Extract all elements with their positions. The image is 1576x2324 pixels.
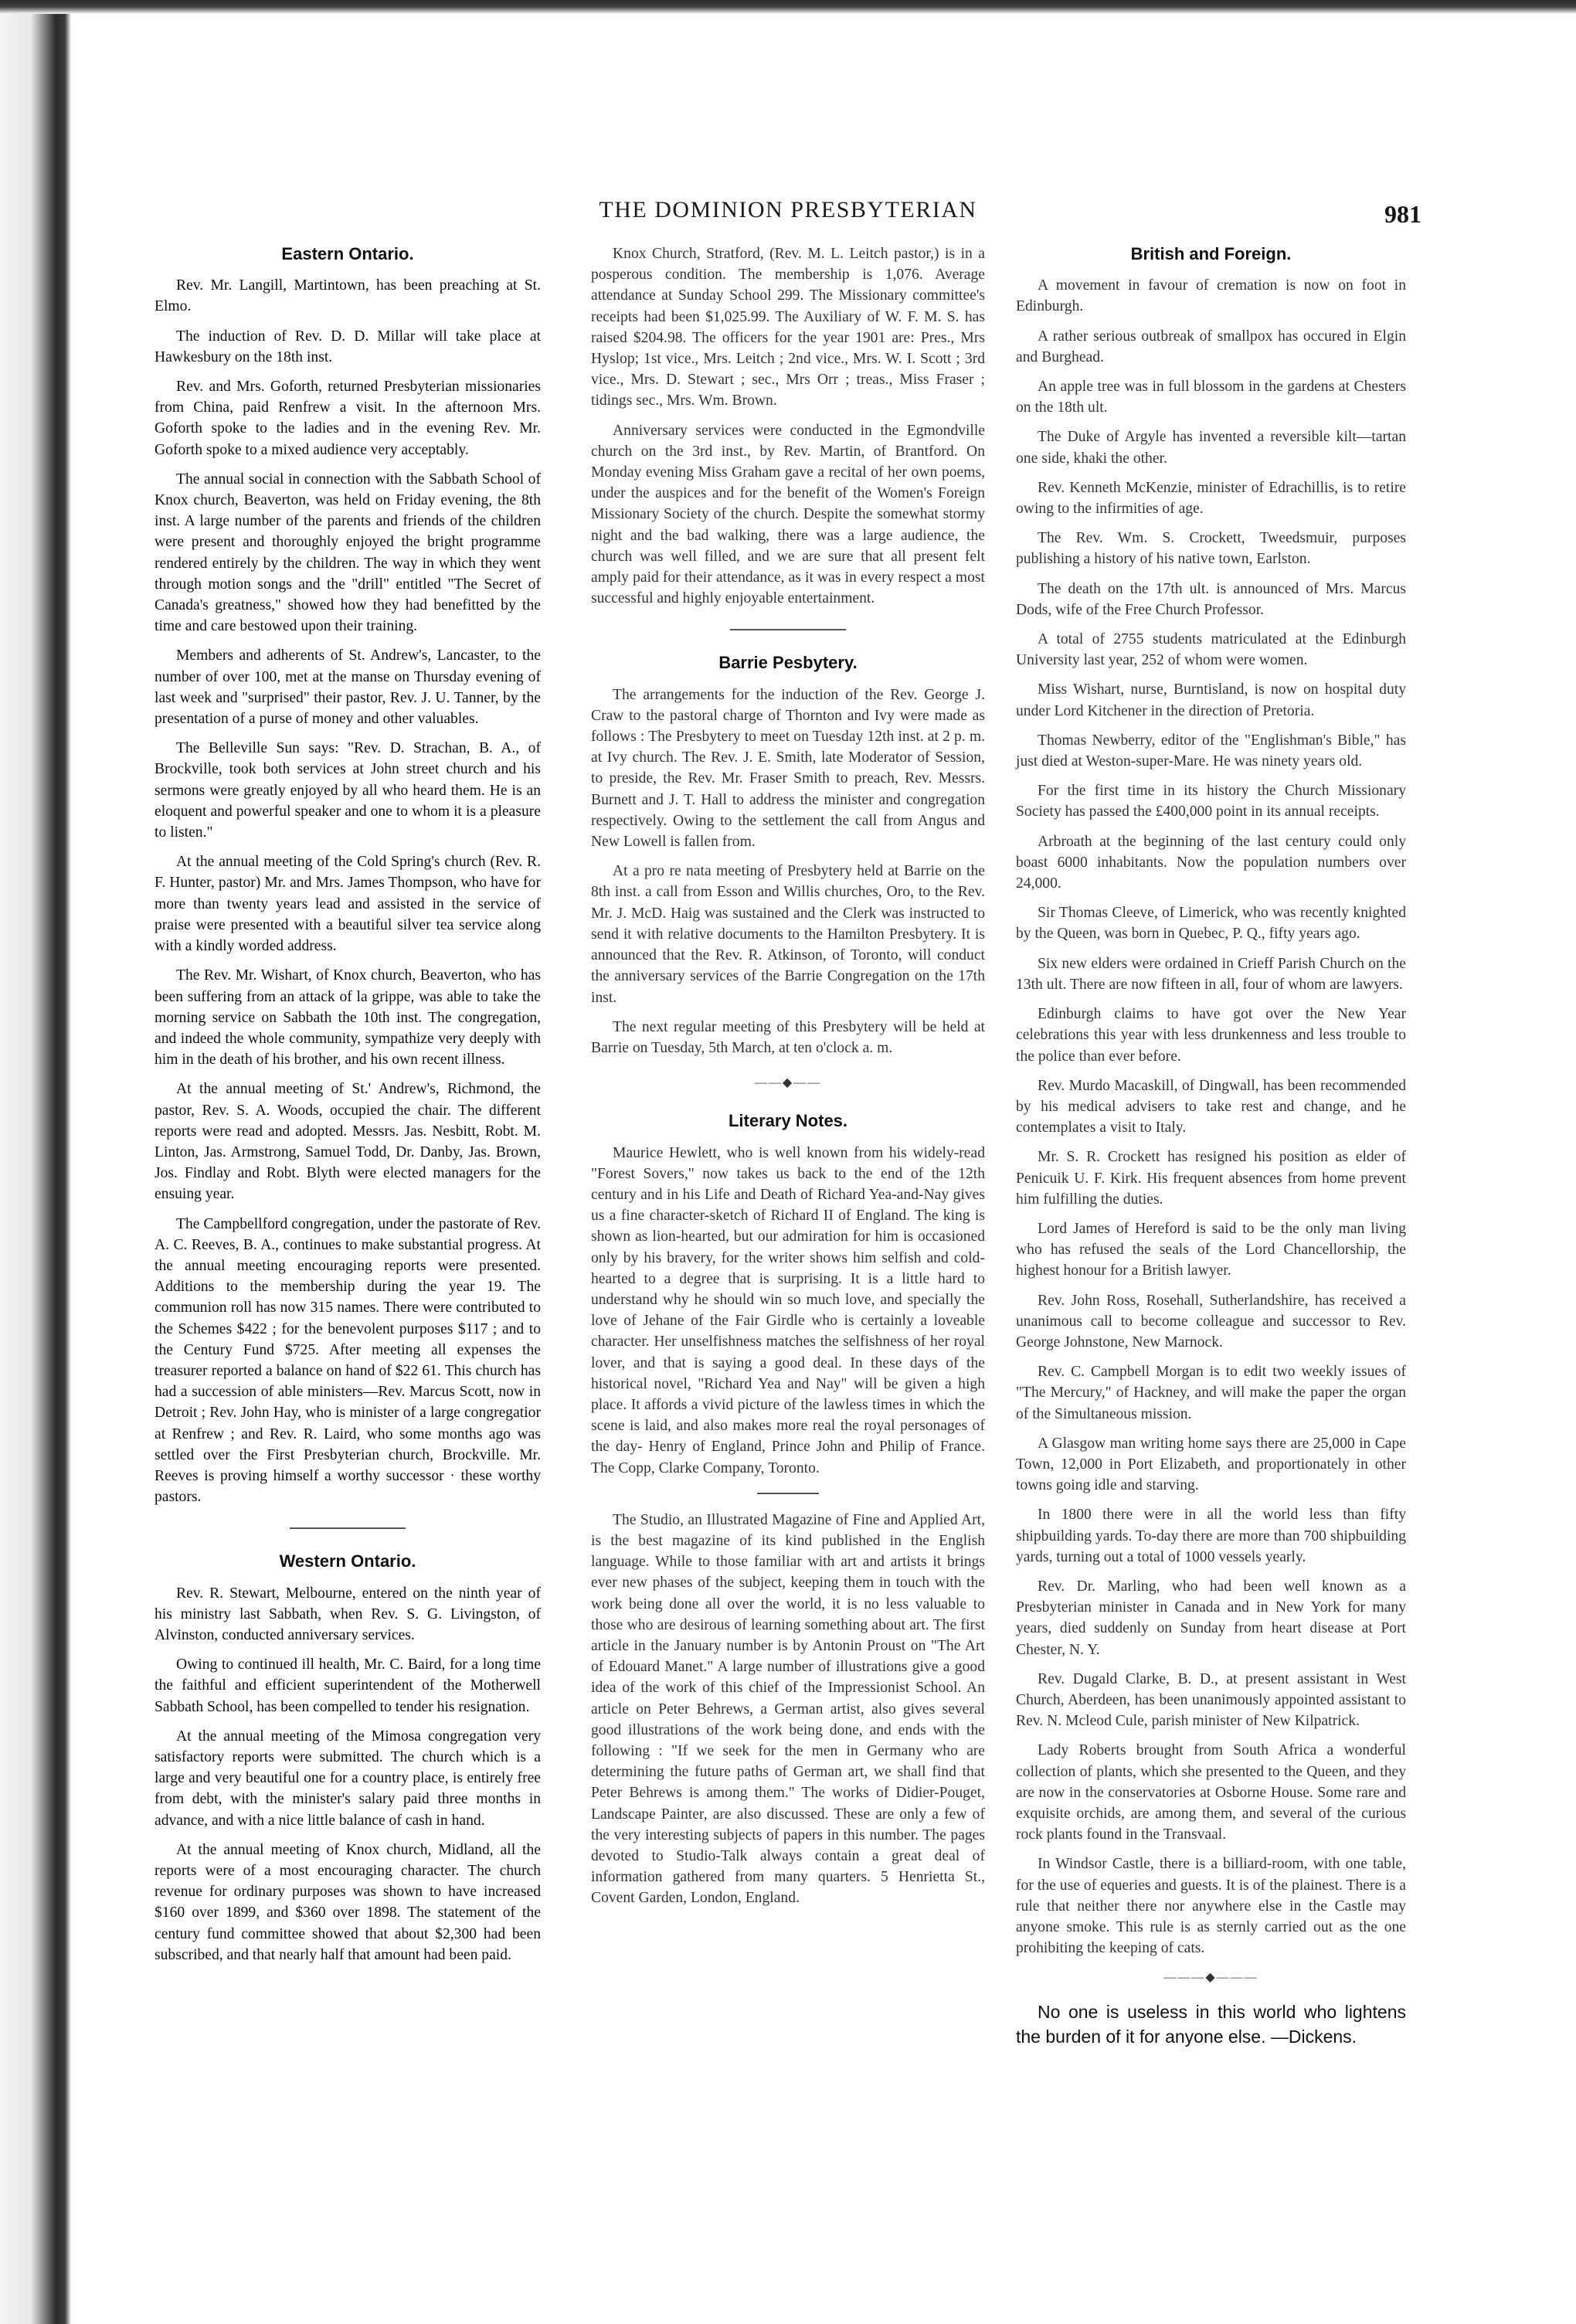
news-item: Rev. C. Campbell Morgan is to edit two weekly issues of "The Mercury," of Hackney, and will make the paper the organ of the Simultaneous mission.	[1016, 1364, 1406, 1422]
news-item: Thomas Newberry, editor of the "Englishman's Bible," has just died at Weston-super-Mare. He was ninety years old.	[1016, 732, 1406, 770]
news-item: Miss Wishart, nurse, Burntisland, is now on hospital duty under Lord Kitchener in the direction of Pretoria.	[1016, 681, 1406, 719]
scan-top-edge	[0, 0, 1576, 14]
column-middle	[591, 243, 985, 1918]
section-divider	[290, 1527, 406, 1529]
section-heading-barrie-presbytery: Barrie Pesbytery.	[718, 653, 858, 673]
news-item: The Rev. Wm. S. Crockett, Tweedsmuir, purposes publishing a history of his native town, Earlston.	[1016, 530, 1406, 568]
news-item: Rev. Kenneth McKenzie, minister of Edrachillis, is to retire owing to the infirmities of age.	[1016, 479, 1406, 518]
section-heading-british-and-foreign: British and Foreign.	[1130, 244, 1292, 263]
news-item: Lady Roberts brought from South Africa a wonderful collection of plants, which she presented to the Queen, and they are now in the conservatories at Osborne House. Some rare and exquisite orchids, are among them, and several of the curious rock plants found in the Transvaal.	[1016, 1742, 1406, 1843]
news-item: Lord James of Hereford is said to be the only man living who has refused the seals of the Lord Chancellorship, the highest honour for a British lawyer.	[1016, 1220, 1406, 1279]
news-item: In Windsor Castle, there is a billiard-room, with one table, for the use of equeries and guests. It is of the plainest. There is a rule that neither there nor anywhere else in the Castle may anyone smoke. This rule is as sternly carried out as the one prohibiting the keeping of cats.	[1016, 1856, 1406, 1957]
news-item: The death on the 17th ult. is announced of Mrs. Marcus Dods, wife of the Free Church Professor.	[1016, 580, 1406, 618]
running-head	[155, 197, 1421, 228]
running-title: THE DOMINION PRESBYTERIAN	[599, 197, 977, 223]
news-paragraph: Maurice Hewlett, who is well known from his widely-read "Forest Sovers," now takes us back to the end of the 12th century and in his Life and Death of Richard Yea-and-Nay gives us a fine character-sketch of Richard II of England. The king is shown as lion-hearted, but our admiration for him is occasioned only by his bravery, for the writer shows him selfish and cold-hearted to a degree that is surprising. It is a little hard to understand why he should win so much love, and specially the love of Jehane of the Fair Girdle who is certainly a loveable character. Her unselfishness matches the selfishness of her royal lover, and that is saying a good deal. In these days of the historical novel, "Richard Yea and Nay" will be given a high place. It affords a vivid picture of the lawless times in which the scene is laid, and also makes more real the royal personages of the day- Henry of England, Prince John and Philip of France. The Copp, Clarke Company, Toronto.	[591, 1144, 985, 1476]
news-item: Rev. Dr. Marling, who had been well known as a Presbyterian minister in Canada and in New York for many years, died suddenly on Sunday from heart disease at Port Chester, N. Y.	[1016, 1578, 1406, 1658]
news-paragraph: The annual social in connection with the Sabbath School of Knox church, Beaverton, was held on Friday evening, the 8th inst. A large number of the parents and friends of the children were present and thoroughly enjoyed the bright programme rendered entirely by the children. The way in which they went through motion songs and the "drill" entitled "The Secret of Canada's greatness," showed how they had benefitted by the time and care bestowed upon their training.	[155, 471, 541, 635]
section-heading-eastern-ontario: Eastern Ontario.	[281, 244, 414, 263]
news-paragraph: The Campbellford congregation, under the pastorate of Rev. A. C. Reeves, B. A., continues to make substantial progress. At the annual meeting encouraging reports were presented. Additions to the membership during the year 19. The communion roll has now 315 names. There were contributed to the Schemes $422 ; for the benevolent purposes $117 ; and to the Century Fund $725. After meeting all expenses the treasurer reported a balance on hand of $22 61. This church has had a succession of able ministers—Rev. Marcus Scott, now in Detroit ; Rev. John Hay, who is minister of a large congregatior at Renfrew ; and Rev. R. Laird, who some months ago was settled over the First Presbyterian church, Brockville. Mr. Reeves is proving himself a worthy successor · these worthy pastors.	[155, 1215, 541, 1506]
news-paragraph: Knox Church, Stratford, (Rev. M. L. Leitch pastor,) is in a posperous condition. The membership is 1,076. Average attendance at Sunday School 299. The Missionary committee's receipts had been $1,025.99. The Auxiliary of W. F. M. S. has raised $204.98. The officers for the year 1901 are: Pres., Mrs Hyslop; 1st vice., Mrs. Leitch ; 2nd vice., Mrs. W. I. Scott ; 3rd vice., Mrs. D. Stewart ; sec., Mrs Orr ; treas., Miss Fraser ; tidings sec., Mrs. Wm. Brown.	[591, 246, 985, 409]
news-paragraph: At the annual meeting of Knox church, Midland, all the reports were of a most encouraging character. The church revenue for ordinary purposes was shown to have increased $160 over 1899, and $360 over 1898. The statement of the century fund committee showed that about $2,300 had been subscribed, and that nearly half that amount had been paid.	[155, 1841, 541, 1963]
news-paragraph: Members and adherents of St. Andrew's, Lancaster, to the number of over 100, met at the manse on Thursday evening of last week and "surprised" their pastor, Rev. J. U. Tanner, by the presentation of a purse of money and other valuables.	[155, 647, 541, 728]
news-paragraph: At a pro re nata meeting of Presbytery held at Barrie on the 8th inst. a call from Esson and Willis churches, Oro, to the Rev. Mr. J. McD. Haig was sustained and the Clerk was instructed to send it with relative documents to the Hamilton Presbytery. It is announced that the Rev. R. Atkinson, of Toronto, will conduct the anniversary services of the Barrie Congregation on the 17th inst.	[591, 863, 985, 1006]
newspaper-page	[155, 197, 1421, 2175]
news-item: A Glasgow man writing home says there are 25,000 in Cape Town, 12,000 in Port Elizabeth, and proportionately in other towns going idle and starving.	[1016, 1435, 1406, 1494]
scan-binding-edge	[0, 0, 71, 2324]
news-item: Mr. S. R. Crockett has resigned his position as elder of Penicuik U. F. Kirk. His frequent absences from home prevent him fulfilling the duties.	[1016, 1149, 1406, 1208]
news-item: Edinburgh claims to have got over the New Year celebrations this year with less drunkenness and less trouble to the police than ever before.	[1016, 1006, 1406, 1065]
news-paragraph: The induction of Rev. D. D. Millar will take place at Hawkesbury on the 18th inst.	[155, 328, 541, 365]
news-paragraph: At the annual meeting of the Cold Spring's church (Rev. R. F. Hunter, pastor) Mr. and Mrs. James Thompson, who have for more than twenty years lead and assisted in the service of praise were presented with a beautiful silver tea service along with a kindly worded address.	[155, 854, 541, 955]
news-paragraph: At the annual meeting of the Mimosa congregation very satisfactory reports were submitted. The church which is a large and very beautiful one for a country place, is entirely free from debt, with the minister's salary paid three months in advance, and with a nice little balance of cash in hand.	[155, 1728, 541, 1829]
news-item: In 1800 there were in all the world less than fifty shipbuilding yards. To-day there are more than 700 shipbuilding yards, turning out a total of 1000 vessels yearly.	[1016, 1507, 1406, 1565]
news-item: A total of 2755 students matriculated at the Edinburgh University last year, 252 of whom were women.	[1016, 631, 1406, 669]
news-paragraph: Anniversary services were conducted in the Egmondville church on the 3rd inst., by Rev. Martin, of Brantford. On Monday evening Miss Graham gave a recital of her own poems, under the auspices and for the benefit of the Women's Foreign Missionary Society of the church. Despite the somewhat stormy night and the bad walking, there was a large audience, the church was well filled, and we are sure that all present felt amply paid for their attendance, as it was in every respect a most successful and highly enjoyable entertainment.	[591, 422, 985, 607]
section-divider	[730, 629, 846, 630]
news-item: A rather serious outbreak of smallpox has occured in Elgin and Burghead.	[1016, 328, 1406, 365]
page-number: 981	[1384, 200, 1421, 228]
news-paragraph: The next regular meeting of this Presbytery will be held at Barrie on Tuesday, 5th March, at ten o'clock a. m.	[591, 1018, 985, 1056]
news-item: An apple tree was in full blossom in the gardens at Chesters on the 18th ult.	[1016, 379, 1406, 416]
column-left	[155, 243, 541, 1974]
news-paragraph: Rev. R. Stewart, Melbourne, entered on the ninth year of his ministry last Sabbath, when Rev. S. G. Livingston, of Alvinston, conducted anniversary services.	[155, 1585, 541, 1643]
news-item: The Duke of Argyle has invented a reversible kilt—tartan one side, khaki the other.	[1016, 429, 1406, 467]
news-item: Rev. John Ross, Rosehall, Sutherlandshire, has received a unanimous call to become colleague and successor to Rev. George Johnstone, New Marnock.	[1016, 1292, 1406, 1351]
ornament-divider: ———◆———	[1163, 1971, 1258, 1985]
news-item: Rev. Murdo Macaskill, of Dingwall, has been recommended by his medical advisers to take rest and change, and he contemplates a visit to Italy.	[1016, 1077, 1406, 1137]
news-paragraph: The Studio, an Illustrated Magazine of Fine and Applied Art, is the best magazine of its kind published in the English language. While to those familiar with art and artists it brings ever new phases of the subject, keeping them in touch with the work being done all over the world, it is no less valuable to those who are desirous of learning something about art. The first article in the January number is by Antonin Proust on "The Art of Edouard Manet." A large number of illustrations give a good idea of the work of this chief of the Impressionist School. An article on Peter Behrews, a German artist, also gives several good illustrations of the work being done, and ends with the following : "If we seek for the men in Germany who are determining the future paths of German art, we shall find that Peter Behrews is among them." The works of Didier-Pouget, Landscape Painter, are also discussed. These are only a few of the very interesting subjects of papers in this number. The pages devoted to Studio-Talk always contain a great deal of information gathered from many quarters. 5 Henrietta St., Covent Garden, London, England.	[591, 1511, 985, 1907]
news-paragraph: Rev. Mr. Langill, Martintown, has been preaching at St. Elmo.	[155, 277, 541, 315]
news-paragraph: The Belleville Sun says: "Rev. D. Strachan, B. A., of Brockville, took both services at John street church and his sermons were greatly enjoyed by all who heard them. He is an eloquent and powerful speaker and one to whom it is a pleasure to listen."	[155, 740, 541, 841]
column-right	[1016, 243, 1406, 2049]
news-item: Rev. Dugald Clarke, B. D., at present assistant in West Church, Aberdeen, has been unanimously appointed assistant to Rev. N. Mcleod Cule, parish minister of New Kilpatrick.	[1016, 1670, 1406, 1730]
news-paragraph: At the annual meeting of St.' Andrew's, Richmond, the pastor, Rev. S. A. Woods, occupied the chair. The different reports were read and adopted. Messrs. Jas. Nesbitt, Robt. M. Linton, Jas. Armstrong, Samuel Todd, Dr. Danby, Jas. Brown, Jos. Findlay and Robt. Blyth were elected managers for the ensuing year.	[155, 1081, 541, 1203]
section-heading-literary-notes: Literary Notes.	[728, 1111, 848, 1131]
news-paragraph: The Rev. Mr. Wishart, of Knox church, Beaverton, who has been suffering from an attack of la grippe, was able to take the morning service on Sabbath the 10th inst. The congregation, and indeed the whole community, sympathize very deeply with him in the death of his brother, and his own recent illness.	[155, 967, 541, 1069]
news-item: Six new elders were ordained in Crieff Parish Church on the 13th ult. There are now fifteen in all, four of whom are lawyers.	[1016, 955, 1406, 993]
news-item: Arbroath at the beginning of the last century could only boast 6000 inhabitants. Now the population numbers over 24,000.	[1016, 833, 1406, 892]
news-paragraph: The arrangements for the induction of the Rev. George J. Craw to the pastoral charge of Thornton and Ivy were made as follows : The Presbytery to meet on Tuesday 12th inst. at 2 p. m. at Ivy church. The Rev. J. E. Smith, late Moderator of Session, to preside, the Rev. Mr. Fraser Smith to preach, Rev. Messrs. Burnett and J. T. Hall to address the minister and congregation respectively. Owing to the settlement the call from Angus and New Lowell is fallen from.	[591, 686, 985, 851]
news-item: For the first time in its history the Church Missionary Society has passed the £400,000 point in its annual receipts.	[1016, 783, 1406, 821]
news-paragraph: Owing to continued ill health, Mr. C. Baird, for a long time the faithful and efficient superintendent of the Motherwell Sabbath School, has been compelled to tender his resignation.	[155, 1656, 541, 1715]
section-divider	[757, 1493, 819, 1494]
closing-quote: No one is useless in this world who lightens the burden of it for anyone else. —Dickens.	[1016, 2001, 1406, 2047]
news-item: Sir Thomas Cleeve, of Limerick, who was recently knighted by the Queen, was born in Quebec, P. Q., fifty years ago.	[1016, 905, 1406, 943]
section-heading-western-ontario: Western Ontario.	[279, 1551, 416, 1571]
news-paragraph: Rev. and Mrs. Goforth, returned Presbyterian missionaries from China, paid Renfrew a visit. In the afternoon Mrs. Goforth spoke to the ladies and in the evening Rev. Mr. Goforth spoke to a mixed audience very acceptably.	[155, 379, 541, 458]
ornament-divider: ——◆——	[754, 1076, 822, 1090]
news-item: A movement in favour of cremation is now on foot in Edinburgh.	[1016, 277, 1406, 315]
